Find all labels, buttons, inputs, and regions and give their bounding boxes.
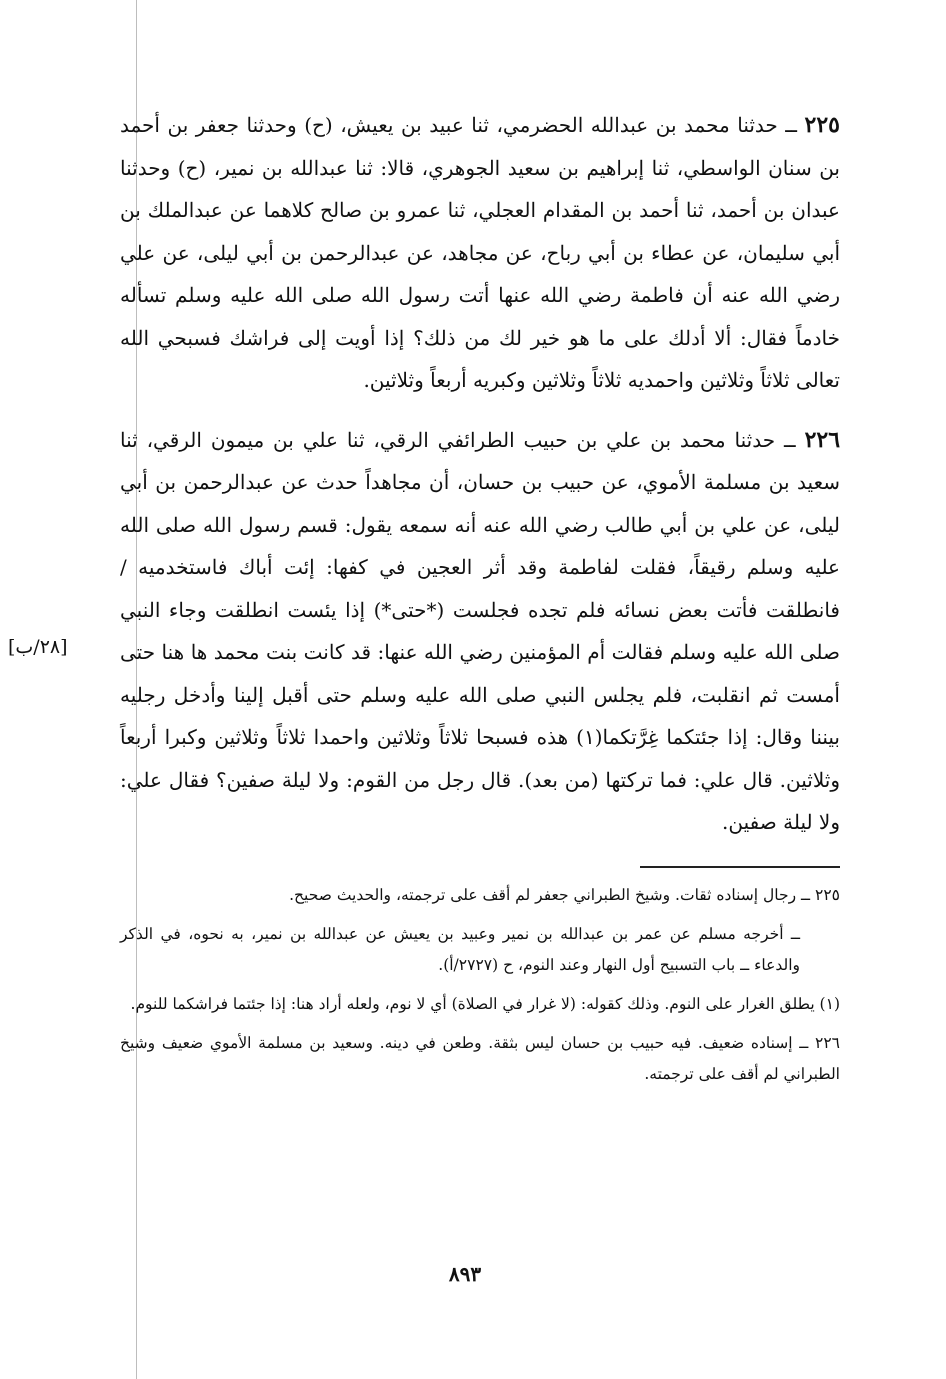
hadith-text: ــ حدثنا محمد بن عبدالله الحضرمي، ثنا عبيد بن يعيش، (ح) وحدثنا جعفر بن أحمد بن سنان الواسطي، ثنا إبراهيم بن سعيد الجوهري، قالا: ثنا عبدالله بن نمير، (ح) وحدثنا عبدان بن أحمد، ثنا أحمد بن المقدام العجلي، ثنا عمرو بن صالح كلاهما عن عبدالملك بن أبي سليمان، عن عطاء بن أبي رباح، عن مجاهد، عن عبدالرحمن بن أبي ليلى، عن علي رضي الله عنه أن فاطمة رضي الله عنها أتت رسول الله صلى الله عليه وسلم تسأله خادماً فقال: ألا أدلك على ما هو خير لك من ذلك؟ إذا أويت إلى فراشك فسبحي الله تعالى ثلاثاً وثلاثين واحمديه ثلاثاً وثلاثين وكبريه أربعاً وثلاثين. xyxy=(120,113,840,392)
footnotes xyxy=(120,880,840,1090)
footnote-225: ٢٢٥ ــ رجال إسناده ثقات. وشيخ الطبراني جعفر لم أقف على ترجمته، والحديث صحيح. xyxy=(289,885,840,904)
page-number: ٨٩٣ xyxy=(448,1262,482,1286)
hadith-225 xyxy=(120,104,840,402)
footnote-225-takhrij: ــ أخرجه مسلم عن عمر بن عبدالله بن نمير وعبيد بن يعيش عن عبدالله بن نمير، به نحوه، في الذكر والدعاء ــ باب التسبيح أول النهار وعند النوم، ح (٢٧٢٧/أ). xyxy=(120,924,800,974)
hadith-number: ٢٢٦ xyxy=(804,426,841,453)
footnote-divider xyxy=(640,866,840,868)
hadith-number: ٢٢٥ xyxy=(804,112,840,138)
book-page xyxy=(8,104,841,1098)
footnote-gloss-1: (١) يطلق الغرار على النوم. وذلك كقوله: (لا غرار في الصلاة) أي لا نوم، ولعله أراد هنا: إذا جئتما فراشكما للنوم. xyxy=(130,994,840,1013)
manuscript-folio-marker: [٢٨/ب] xyxy=(8,636,68,658)
hadith-text: ــ حدثنا محمد بن علي بن حبيب الطرائفي الرقي، ثنا علي بن ميمون الرقي، ثنا سعيد بن مسلمة الأموي، عن حبيب بن حسان، أن مجاهداً حدث عن عبدالرحمن بن أبي ليلى، عن علي بن أبي طالب رضي الله عنه أنه سمعه يقول: قسم رسول الله صلى الله عليه وسلم رقيقاً، فقلت لفاطمة وقد أثر العجين في كفها: إئت أباك فاستخدميه / فانطلقت فأتت بعض نسائه فلم تجده فجلست (*حتى*) إذا يئست انطلقت وجاء النبي صلى الله عليه وسلم فقالت أم المؤمنين رضي الله عنها: قد كانت بنت محمد ها هنا حتى أمست ثم انقلبت، فلم يجلس النبي صلى الله عليه وسلم حتى أقبل إلينا وأدخل رجليه بيننا وقال: إذا جئتكما غِرَّتكما(١) هذه فسبحا ثلاثاً وثلاثين واحمدا ثلاثاً وثلاثين وكبرا أربعاً وثلاثين. قال علي: فما تركتها (من بعد). قال رجل من القوم: ولا ليلة صفين؟ فقال علي: ولا ليلة صفين. xyxy=(120,427,840,834)
hadith-226 xyxy=(120,419,840,844)
footnote-226: ٢٢٦ ــ إسناده ضعيف. فيه حبيب بن حسان ليس بثقة. وطعن في دينه. وسعيد بن مسلمة الأموي ضعيف وشيخ الطبراني لم أقف على ترجمته. xyxy=(120,1033,840,1083)
